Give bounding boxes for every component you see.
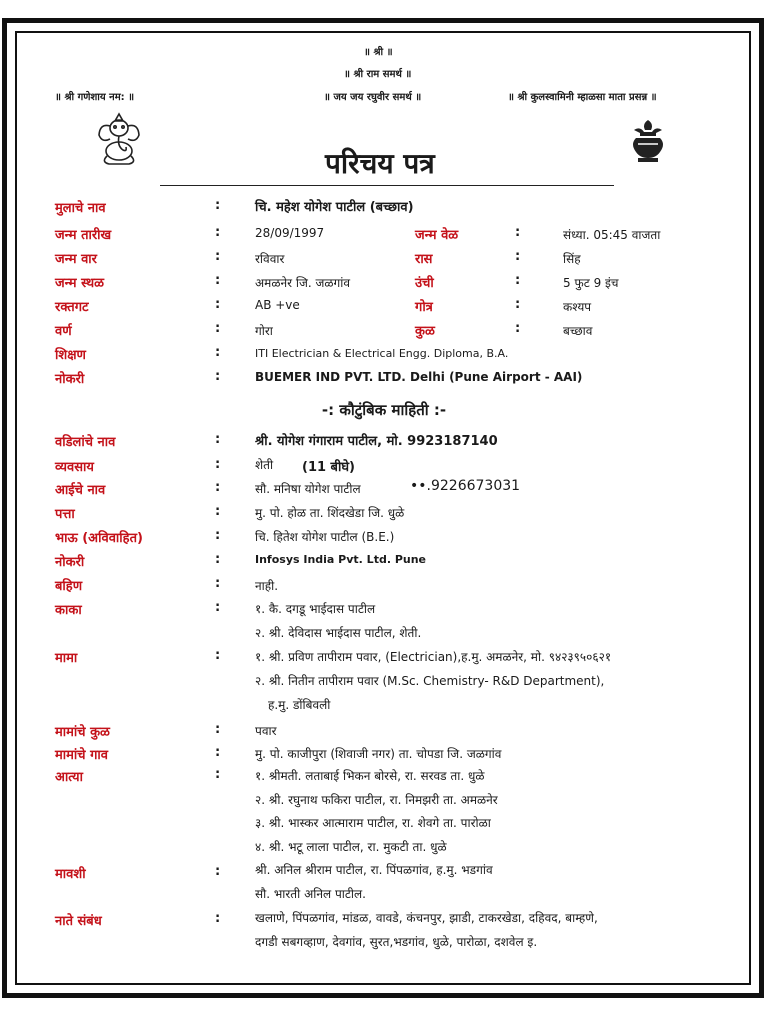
mavshi-label: मावशी <box>55 867 86 882</box>
colon: : <box>215 480 221 495</box>
relations-line: दगडी सबगव्हाण, देवगांव, सुरत,भडगांव, धुळे, पारोळा, दशवेल इ. <box>255 935 538 949</box>
education-value: ITI Electrician & Electrical Engg. Diploma, B.A. <box>255 347 509 360</box>
colon: : <box>215 767 221 782</box>
rashi-label: रास <box>415 252 433 267</box>
kaka-line: १. कै. दगडू भाईदास पाटील <box>255 602 376 616</box>
brother-job-label: नोकरी <box>55 555 85 570</box>
colon: : <box>215 911 221 926</box>
job-label: नोकरी <box>55 372 85 387</box>
header-left: ॥ श्री गणेशाय नम: ॥ <box>55 92 135 103</box>
job-value: BUEMER IND PVT. LTD. Delhi (Pune Airport - AAI) <box>255 370 583 384</box>
atya-line: ४. श्री. भटू लाला पाटील, रा. मुकटी ता. धुळे <box>255 840 447 854</box>
family-heading: -: कौटुंबिक माहिती :- <box>321 401 447 419</box>
colon: : <box>515 225 521 240</box>
header-line2: ॥ श्री राम समर्थ ॥ <box>344 69 412 80</box>
colon: : <box>215 297 221 312</box>
mama-kul-value: पवार <box>255 724 277 738</box>
tob-label: जन्म वेळ <box>415 228 459 243</box>
colon: : <box>215 648 221 663</box>
ganesha-icon <box>95 110 143 166</box>
brother-job-value: Infosys India Pvt. Ltd. Pune <box>255 553 427 566</box>
mama-village-value: मु. पो. काजीपुरा (शिवाजी नगर) ता. चोपडा जि. जळगांव <box>255 747 502 761</box>
colon: : <box>215 273 221 288</box>
mama-kul-label: मामांचे कुळ <box>55 725 110 740</box>
occupation-value: शेती <box>255 458 274 472</box>
colon: : <box>215 225 221 240</box>
atya-line: २. श्री. रघुनाथ फकिरा पाटील, रा. निमझरी ता. अमळनेर <box>255 793 498 807</box>
mama-label: मामा <box>55 651 78 666</box>
colon: : <box>515 321 521 336</box>
address-value: मु. पो. होळ ता. शिंदखेडा जि. धुळे <box>255 506 405 520</box>
gotra-value: कश्यप <box>563 300 592 314</box>
atya-line: ३. श्री. भास्कर आत्माराम पाटील, रा. शेवगे ता. पारोळा <box>255 816 491 830</box>
complexion-value: गोरा <box>255 324 273 338</box>
kul-value: बच्छाव <box>563 324 593 338</box>
blood-label: रक्तगट <box>55 300 89 315</box>
kalash-icon <box>628 118 668 164</box>
relations-label: नाते संबंध <box>55 914 102 929</box>
occupation-label: व्यवसाय <box>55 460 94 475</box>
header-line1: ॥ श्री ॥ <box>364 47 393 58</box>
colon: : <box>215 745 221 760</box>
relations-line: खलाणे, पिंपळगांव, मांडळ, वावडे, कंचनपुर, झाडी, टाकरखेडा, दहिवद, बाम्हणे, <box>255 911 598 925</box>
brother-value: चि. हितेश योगेश पाटील (B.E.) <box>255 530 395 544</box>
colon: : <box>215 528 221 543</box>
gotra-label: गोत्र <box>415 300 433 315</box>
kaka-label: काका <box>55 603 82 618</box>
day-value: रविवार <box>255 252 285 266</box>
pob-value: अमळनेर जि. जळगांव <box>255 276 351 290</box>
colon: : <box>515 273 521 288</box>
colon: : <box>215 369 221 384</box>
colon: : <box>215 249 221 264</box>
mama-line: ह.मु. डोंबिवली <box>268 698 331 712</box>
pob-label: जन्म स्थळ <box>55 276 105 291</box>
brother-label: भाऊ (अविवाहित) <box>55 531 143 546</box>
mama-line: १. श्री. प्रविण तापीराम पवार, (Electrician),ह.मु. अमळनेर, मो. ९४२३९५०६२१ <box>255 650 612 664</box>
tob-value: संध्या. 05:45 वाजता <box>563 228 661 242</box>
height-value: 5 फुट 9 इंच <box>563 276 619 290</box>
education-label: शिक्षण <box>55 348 86 363</box>
colon: : <box>215 722 221 737</box>
mama-village-label: मामांचे गाव <box>55 748 108 763</box>
mother-label: आईचे नाव <box>55 483 106 498</box>
mavshi-line: श्री. अनिल श्रीराम पाटील, रा. पिंपळगांव, ह.मु. भडगांव <box>255 863 493 877</box>
title-underline <box>160 185 614 186</box>
colon: : <box>215 321 221 336</box>
atya-label: आत्या <box>55 770 83 785</box>
mama-line: २. श्री. नितीन तापीराम पवार (M.Sc. Chemistry- R&D Department), <box>255 674 605 688</box>
colon: : <box>215 576 221 591</box>
colon: : <box>215 600 221 615</box>
colon: : <box>515 249 521 264</box>
colon: : <box>215 432 221 447</box>
rashi-value: सिंह <box>563 252 581 266</box>
sister-value: नाही. <box>255 579 279 593</box>
colon: : <box>515 297 521 312</box>
father-label: वडिलांचे नाव <box>55 435 116 450</box>
colon: : <box>215 552 221 567</box>
colon: : <box>215 504 221 519</box>
colon: : <box>215 864 221 879</box>
occupation-extra: (11 बीघे) <box>302 460 355 475</box>
kaka-line: २. श्री. देविदास भाईदास पाटील, शेती. <box>255 626 422 640</box>
name-value: चि. महेश योगेश पाटील (बच्छाव) <box>255 200 414 215</box>
dob-label: जन्म तारीख <box>55 228 112 243</box>
kul-label: कुळ <box>415 324 435 339</box>
atya-line: १. श्रीमती. लताबाई भिकन बोरसे, रा. सरवड ता. धुळे <box>255 769 485 783</box>
mother-phone: ••.9226673031 <box>410 478 521 494</box>
colon: : <box>215 457 221 472</box>
colon: : <box>215 345 221 360</box>
blood-value: AB +ve <box>255 298 300 312</box>
page-title: परिचय पत्र <box>325 147 435 180</box>
mavshi-line: सौ. भारती अनिल पाटील. <box>255 887 366 901</box>
header-center: ॥ जय जय रघुवीर समर्थ ॥ <box>324 92 422 103</box>
sister-label: बहिण <box>55 579 83 594</box>
height-label: उंची <box>415 276 434 291</box>
dob-value: 28/09/1997 <box>255 226 325 240</box>
header-right: ॥ श्री कुलस्वामिनी म्हाळसा माता प्रसन्न ॥ <box>508 92 657 103</box>
address-label: पत्ता <box>55 507 75 522</box>
mother-value: सौ. मनिषा योगेश पाटील <box>255 482 361 496</box>
father-value: श्री. योगेश गंगाराम पाटील, मो. 9923187140 <box>255 434 498 449</box>
complexion-label: वर्ण <box>55 324 72 339</box>
name-label: मुलाचे नाव <box>55 201 106 216</box>
day-label: जन्म वार <box>55 252 97 267</box>
colon: : <box>215 198 221 213</box>
